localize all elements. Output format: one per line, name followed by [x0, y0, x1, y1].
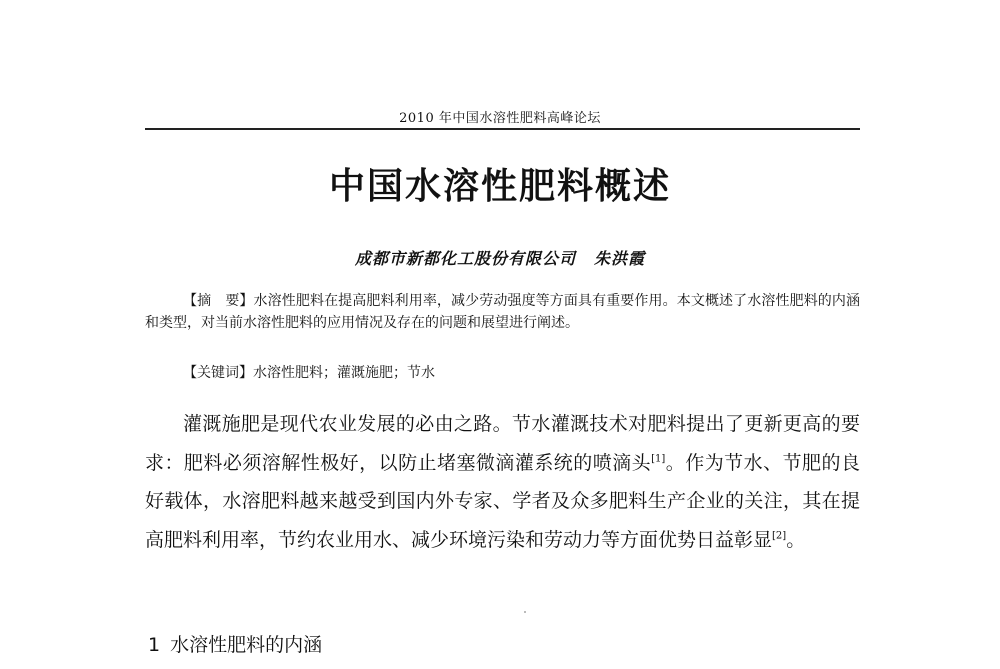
body-text-part-3: 。 [786, 528, 806, 551]
abstract-text: 水溶性肥料在提高肥料利用率，减少劳动强度等方面具有重要作用。本文概述了水溶性肥料的内涵和类型，对当前水溶性肥料的应用情况及存在的问题和展望进行阐述。 [145, 293, 861, 331]
keywords-label: 【关键词】 [183, 365, 253, 381]
affiliation: 成都市新都化工股份有限公司 [354, 249, 576, 268]
header-rule [145, 128, 860, 130]
abstract-label: 【摘 要】 [183, 293, 254, 309]
keywords-text: 水溶性肥料；灌溉施肥；节水 [253, 365, 435, 381]
byline [145, 246, 855, 269]
body-paragraph [145, 405, 860, 559]
citation-1[interactable]: [1] [651, 453, 666, 465]
keywords [183, 362, 860, 384]
abstract [145, 290, 860, 334]
section-heading [148, 630, 322, 657]
running-header: 2010 年中国水溶性肥料高峰论坛 [399, 111, 601, 126]
citation-2[interactable]: [2] [772, 530, 787, 542]
scan-speck [524, 611, 526, 613]
section-number: 1 [148, 634, 161, 656]
body-text [145, 405, 860, 559]
article-title: 中国水溶性肥料概述 [328, 166, 671, 207]
body-text-part-2: 。作为节水、节肥的良好载体，水溶肥料越来越受到国内外专家、学者及众多肥料生产企业的关注，其在提高肥料利用率，节约农业用水、减少环境污染和劳动力等方面优势日益彰显 [145, 451, 860, 551]
body-text-part-1: 灌溉施肥是现代农业发展的必由之路。节水灌溉技术对肥料提出了更新更高的要求：肥料必须溶解性极好，以防止堵塞微滴灌系统的喷滴头 [145, 413, 860, 474]
author-name: 朱洪霞 [594, 249, 646, 268]
section-title: 水溶性肥料的内涵 [170, 634, 323, 656]
abstract-paragraph [145, 290, 860, 334]
